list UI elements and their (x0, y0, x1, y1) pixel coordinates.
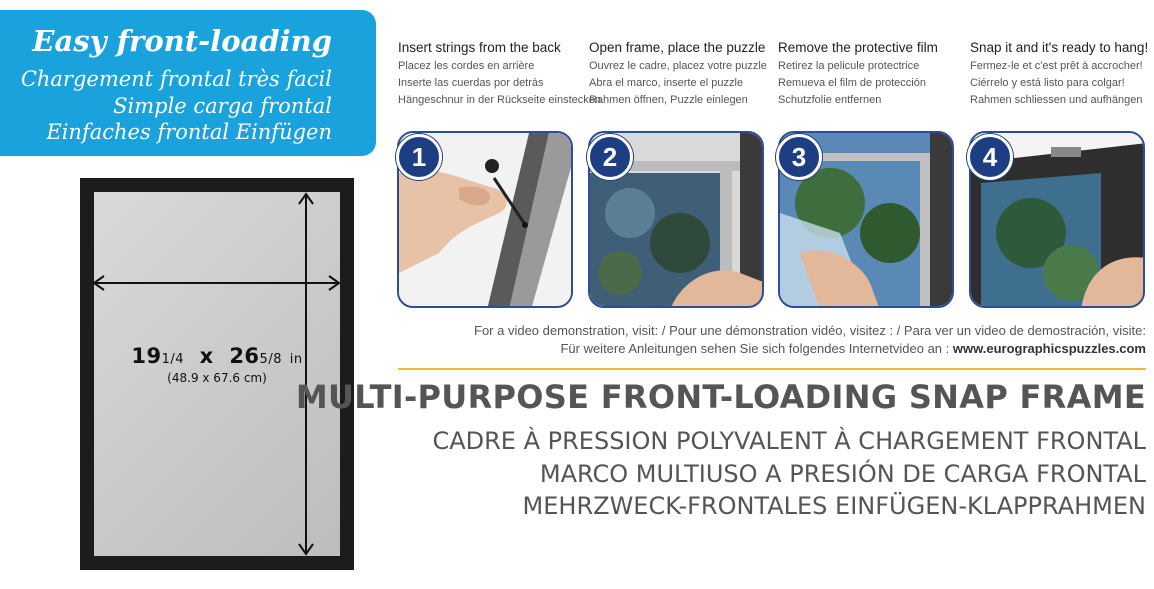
banner-german: Einfaches frontal Einfügen (46, 120, 332, 144)
title-english: MULTI-PURPOSE FRONT-LOADING SNAP FRAME (295, 378, 1146, 416)
title-german: MEHRZWECK-FRONTALES EINFÜGEN-KLAPPRAHMEN (522, 492, 1146, 520)
step-4-text (970, 40, 1154, 106)
step-4-french: Fermez-le et c'est prêt à accrocher! (970, 60, 1143, 72)
divider-rule (398, 368, 1146, 370)
title-french: CADRE À PRESSION POLYVALENT À CHARGEMENT FRONTAL (432, 427, 1146, 455)
width-inches: 19 (131, 344, 162, 368)
step-1-german: Hängeschnur in der Rückseite einstecken (398, 94, 602, 106)
step-3-german: Schutzfolie entfernen (778, 94, 882, 106)
video-info (474, 322, 1146, 358)
step-2-german: Rahmen öffnen, Puzzle einlegen (589, 94, 748, 106)
step-2-heading: Open frame, place the puzzle (589, 40, 766, 55)
step-1-heading: Insert strings from the back (398, 40, 561, 55)
step-3-french: Retirez la pelicule protectrice (778, 60, 920, 72)
dimension-x: x (199, 344, 214, 368)
step-2-spanish: Abra el marco, inserte el puzzle (589, 77, 744, 89)
title-spanish: MARCO MULTIUSO A PRESIÓN DE CARGA FRONTAL (539, 460, 1146, 488)
step-1-text (398, 40, 602, 106)
step-3-text (778, 40, 964, 106)
frame-diagram (80, 178, 354, 570)
step-1-badge: 1 (396, 134, 442, 180)
step-2-badge: 2 (587, 134, 633, 180)
step-4-heading: Snap it and it's ready to hang! (970, 40, 1149, 55)
step-4-spanish: Ciérrelo y está listo para colgar! (970, 77, 1125, 89)
step-3-heading: Remove the protective film (778, 40, 938, 55)
unit-inches: in (289, 352, 303, 367)
step-2-text (589, 40, 775, 106)
video-line-2: Für weitere Anleitungen sehen Sie sich folgendes Internetvideo an : (560, 341, 953, 356)
step-4-badge: 4 (967, 134, 1013, 180)
step-4-german: Rahmen schliessen und aufhängen (970, 94, 1143, 106)
step-1-spanish: Inserte las cuerdas por detrás (398, 77, 544, 89)
step-3-badge: 3 (776, 134, 822, 180)
step-3-spanish: Remueva el film de protección (778, 77, 926, 89)
width-fraction: 1/4 (161, 352, 185, 367)
video-line-1: For a video demonstration, visit: / Pour une démonstration vidéo, visitez : / Para ver un video de demostración, visite: (474, 323, 1146, 338)
size-centimeters: (48.9 x 67.6 cm) (167, 371, 267, 385)
height-fraction: 5/8 (259, 352, 282, 367)
banner-spanish: Simple carga frontal (113, 94, 332, 118)
step-1-french: Placez les cordes en arrière (398, 60, 535, 72)
banner-title: Easy front-loading (32, 24, 332, 58)
website-url: www.eurographicspuzzles.com (952, 341, 1146, 356)
header-banner (0, 10, 376, 156)
banner-french: Chargement frontal très facil (20, 67, 332, 91)
step-2-french: Ouvrez le cadre, placez votre puzzle (589, 60, 767, 72)
height-inches: 26 (229, 344, 260, 368)
